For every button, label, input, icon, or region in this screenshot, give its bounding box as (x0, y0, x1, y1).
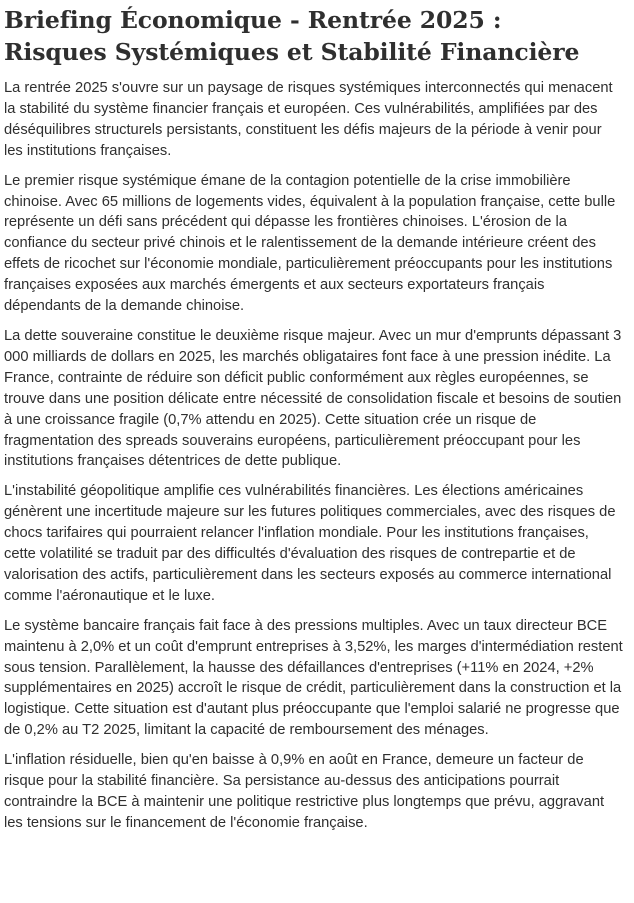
paragraph-china-real-estate: Le premier risque systémique émane de la contagion potentielle de la crise immobilière chinoise. Avec 65 millions de logements vides, équivalent à la population française, cette bulle représente un défi sans précédent qui dépasse les frontières chinoises. L'érosion de la confiance du secteur privé chinois et le ralentissement de la demande intérieure créent des effets de ricochet sur l'économie mondiale, particulièrement préoccupants pour les institutions françaises exposées aux marchés émergents et aux secteurs exportateurs français dépendants de la demande chinoise. (4, 172, 616, 315)
title-line-2: Risques Systémiques et Stabilité Financière (4, 38, 580, 66)
document-title (4, 4, 624, 68)
paragraph-inflation: L'inflation résiduelle, bien qu'en baisse à 0,9% en août en France, demeure un facteur de risque pour la stabilité financière. Sa persistance au-dessus des anticipations pourrait contraindre la BCE à maintenir une politique restrictive plus longtemps que prévu, aggravant les tensions sur le financement de l'économie française. (4, 752, 605, 831)
paragraph-sovereign-debt: La dette souveraine constitue le deuxième risque majeur. Avec un mur d'emprunts dépassant 3 000 milliards de dollars en 2025, les marchés obligataires font face à une pression inédite. La France, contrainte de réduire son déficit public conformément aux règles européennes, se trouve dans une position délicate entre nécessité de consolidation fiscale et besoins de soutien à une croissance fragile (0,7% attendu en 2025). Cette situation crée un risque de fragmentation des spreads souverains européens, particulièrement préoccupant pour les institutions françaises détentrices de dette publique. (4, 327, 622, 470)
title-line-1: Briefing Économique - Rentrée 2025 : (4, 6, 502, 34)
paragraph-geopolitics: L'instabilité géopolitique amplifie ces vulnérabilités financières. Les élections américaines génèrent une incertitude majeure sur les futures politiques commerciales, avec des risques de chocs tarifaires qui pourraient relancer l'inflation mondiale. Pour les institutions françaises, cette volatilité se traduit par des difficultés d'évaluation des risques de contrepartie et de valorisation des actifs, particulièrement dans les secteurs exposés au commerce international comme l'aéronautique et le luxe. (4, 483, 616, 604)
paragraph-intro: La rentrée 2025 s'ouvre sur un paysage de risques systémiques interconnectés qui menacent la stabilité du système financier français et européen. Ces vulnérabilités, amplifiées par des déséquilibres structurels persistants, constituent les défis majeurs de la période à venir pour les institutions françaises. (4, 80, 613, 159)
paragraph-banking-system: Le système bancaire français fait face à des pressions multiples. Avec un taux directeur BCE maintenu à 2,0% et un coût d'emprunt entreprises à 3,52%, les marges d'intermédiation restent sous tension. Parallèlement, la hausse des défaillances d'entreprises (+11% en 2024, +2% supplémentaires en 2025) accroît le risque de crédit, particulièrement dans la construction et la logistique. Cette situation est d'autant plus préoccupante que l'emploi salarié ne progresse que de 0,2% au T2 2025, limitant la capacité de remboursement des ménages. (4, 617, 623, 739)
document-body (4, 78, 624, 834)
